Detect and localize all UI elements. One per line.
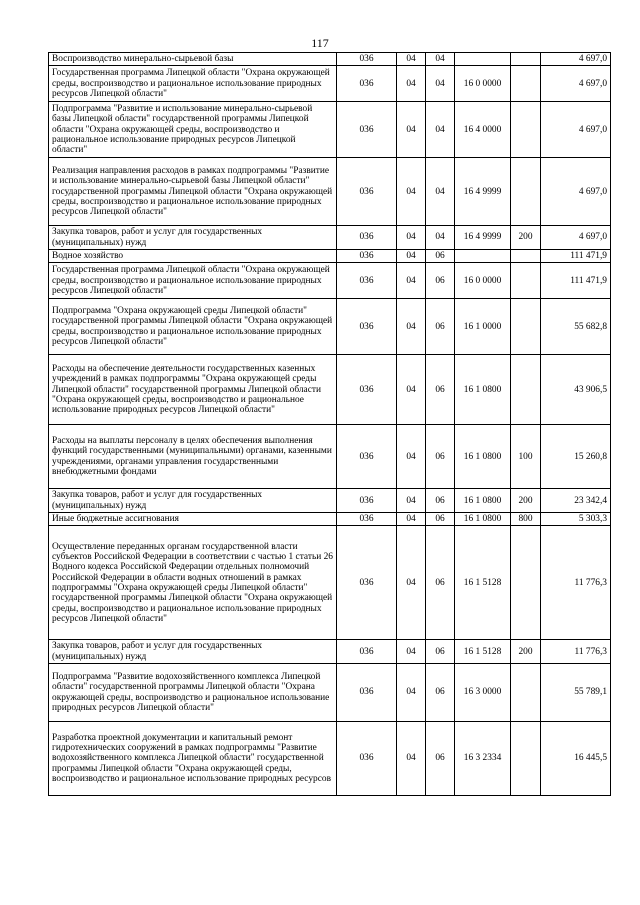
section-code-cell: 04: [397, 640, 426, 664]
grbs-code-cell: 036: [337, 355, 397, 425]
subsection-code-cell: 04: [426, 226, 455, 250]
subsection-code-cell: 06: [426, 489, 455, 513]
amount-cell: 111 471,9: [541, 263, 611, 299]
target-article-code-cell: 16 3 0000: [455, 664, 511, 722]
amount-cell: 55 682,8: [541, 299, 611, 355]
expense-name-cell: Разработка проектной документации и капитальный ремонт гидротехнических сооружений в рамках подпрограммы "Развитие водохозяйственного комплекса Липецкой области" государственной программы Липецкой области "Охрана окружающей среды, воспроизводство и рациональное использование природных ресурсов: [49, 722, 337, 796]
subsection-code-cell: 06: [426, 249, 455, 262]
amount-cell: 4 697,0: [541, 66, 611, 102]
grbs-code-cell: 036: [337, 722, 397, 796]
grbs-code-cell: 036: [337, 299, 397, 355]
section-code-cell: 04: [397, 664, 426, 722]
subsection-code-cell: 04: [426, 53, 455, 66]
expense-type-code-cell: [511, 53, 541, 66]
grbs-code-cell: 036: [337, 513, 397, 526]
expense-name-cell: Подпрограмма "Развитие водохозяйственного комплекса Липецкой области" государственной программы Липецкой области "Охрана окружающей среды, воспроизводство и рациональное использование природных ресурсов Липецкой области": [49, 664, 337, 722]
section-code-cell: 04: [397, 425, 426, 489]
expense-name-cell: Государственная программа Липецкой области "Охрана окружающей среды, воспроизводство и рациональное использование природных ресурсов Липецкой области": [49, 66, 337, 102]
section-code-cell: 04: [397, 299, 426, 355]
expense-name-cell: Подпрограмма "Охрана окружающей среды Липецкой области" государственной программы Липецкой области "Охрана окружающей среды, воспроизводство и рациональное использование природных ресурсов Липецкой области": [49, 299, 337, 355]
table-row: [49, 526, 611, 640]
section-code-cell: 04: [397, 53, 426, 66]
amount-cell: 4 697,0: [541, 158, 611, 226]
grbs-code-cell: 036: [337, 226, 397, 250]
grbs-code-cell: 036: [337, 66, 397, 102]
target-article-code-cell: 16 4 9999: [455, 158, 511, 226]
target-article-code-cell: 16 0 0000: [455, 66, 511, 102]
budget-table: [48, 52, 611, 796]
expense-type-code-cell: 200: [511, 640, 541, 664]
expense-type-code-cell: [511, 526, 541, 640]
table-row: [49, 722, 611, 796]
amount-cell: 15 260,8: [541, 425, 611, 489]
grbs-code-cell: 036: [337, 249, 397, 262]
expense-type-code-cell: [511, 102, 541, 158]
grbs-code-cell: 036: [337, 263, 397, 299]
section-code-cell: 04: [397, 102, 426, 158]
grbs-code-cell: 036: [337, 102, 397, 158]
table-row: [49, 425, 611, 489]
section-code-cell: 04: [397, 489, 426, 513]
target-article-code-cell: [455, 53, 511, 66]
table-row: [49, 249, 611, 262]
subsection-code-cell: 06: [426, 526, 455, 640]
table-row: [49, 263, 611, 299]
target-article-code-cell: 16 1 5128: [455, 640, 511, 664]
subsection-code-cell: 06: [426, 425, 455, 489]
amount-cell: 43 906,5: [541, 355, 611, 425]
target-article-code-cell: 16 4 9999: [455, 226, 511, 250]
amount-cell: 4 697,0: [541, 102, 611, 158]
grbs-code-cell: 036: [337, 664, 397, 722]
grbs-code-cell: 036: [337, 158, 397, 226]
section-code-cell: 04: [397, 226, 426, 250]
target-article-code-cell: 16 0 0000: [455, 263, 511, 299]
grbs-code-cell: 036: [337, 53, 397, 66]
amount-cell: 4 697,0: [541, 226, 611, 250]
table-row: [49, 66, 611, 102]
expense-name-cell: Осуществление переданных органам государственной власти субъектов Российской Федерации в соответствии с частью 1 статьи 26 Водного кодекса Российской Федерации отдельных полномочий Российской Федерации в области водных отношений в рамках подпрограммы "Охрана окружающей среды Липецкой области" государственной программы Липецкой области "Охрана окружающей среды, воспроизводство и рациональное использование природных ресурсов Липецкой области": [49, 526, 337, 640]
subsection-code-cell: 06: [426, 355, 455, 425]
table-row: [49, 664, 611, 722]
subsection-code-cell: 06: [426, 640, 455, 664]
amount-cell: 11 776,3: [541, 526, 611, 640]
target-article-code-cell: 16 1 0800: [455, 489, 511, 513]
subsection-code-cell: 04: [426, 66, 455, 102]
table-row: [49, 158, 611, 226]
amount-cell: 23 342,4: [541, 489, 611, 513]
amount-cell: 11 776,3: [541, 640, 611, 664]
table-row: [49, 355, 611, 425]
table-row: [49, 513, 611, 526]
grbs-code-cell: 036: [337, 425, 397, 489]
section-code-cell: 04: [397, 263, 426, 299]
target-article-code-cell: 16 1 0800: [455, 355, 511, 425]
target-article-code-cell: 16 1 0800: [455, 425, 511, 489]
page-number: 117: [311, 36, 329, 50]
expense-name-cell: Закупка товаров, работ и услуг для государственных (муниципальных) нужд: [49, 226, 337, 250]
expense-name-cell: Иные бюджетные ассигнования: [49, 513, 337, 526]
subsection-code-cell: 04: [426, 158, 455, 226]
expense-name-cell: Водное хозяйство: [49, 249, 337, 262]
subsection-code-cell: 06: [426, 722, 455, 796]
subsection-code-cell: 06: [426, 263, 455, 299]
subsection-code-cell: 06: [426, 513, 455, 526]
expense-name-cell: Государственная программа Липецкой области "Охрана окружающей среды, воспроизводство и рациональное использование природных ресурсов Липецкой области": [49, 263, 337, 299]
expense-type-code-cell: [511, 66, 541, 102]
amount-cell: 4 697,0: [541, 53, 611, 66]
target-article-code-cell: 16 1 0800: [455, 513, 511, 526]
table-body: [49, 53, 611, 796]
target-article-code-cell: 16 1 5128: [455, 526, 511, 640]
expense-type-code-cell: [511, 249, 541, 262]
expense-type-code-cell: [511, 263, 541, 299]
expense-type-code-cell: 100: [511, 425, 541, 489]
expense-name-cell: Реализация направления расходов в рамках подпрограммы "Развитие и использование минерально-сырьевой базы Липецкой области" государственной программы Липецкой области "Охрана окружающей среды, воспроизводство и рациональное использование природных ресурсов Липецкой области": [49, 158, 337, 226]
expense-type-code-cell: [511, 664, 541, 722]
expense-type-code-cell: [511, 158, 541, 226]
grbs-code-cell: 036: [337, 489, 397, 513]
grbs-code-cell: 036: [337, 640, 397, 664]
target-article-code-cell: 16 1 0000: [455, 299, 511, 355]
amount-cell: 111 471,9: [541, 249, 611, 262]
section-code-cell: 04: [397, 513, 426, 526]
table-row: [49, 102, 611, 158]
target-article-code-cell: 16 3 2334: [455, 722, 511, 796]
expense-type-code-cell: 800: [511, 513, 541, 526]
expense-name-cell: Закупка товаров, работ и услуг для государственных (муниципальных) нужд: [49, 640, 337, 664]
section-code-cell: 04: [397, 722, 426, 796]
expense-name-cell: Закупка товаров, работ и услуг для государственных (муниципальных) нужд: [49, 489, 337, 513]
amount-cell: 55 789,1: [541, 664, 611, 722]
grbs-code-cell: 036: [337, 526, 397, 640]
subsection-code-cell: 04: [426, 102, 455, 158]
section-code-cell: 04: [397, 249, 426, 262]
expense-type-code-cell: [511, 299, 541, 355]
table-row: [49, 489, 611, 513]
target-article-code-cell: 16 4 0000: [455, 102, 511, 158]
expense-name-cell: Расходы на обеспечение деятельности государственных казенных учреждений в рамках подпрограммы "Охрана окружающей среды Липецкой области" государственной программы Липецкой области "Охрана окружающей среды, воспроизводство и рациональное использование природных ресурсов Липецкой области": [49, 355, 337, 425]
subsection-code-cell: 06: [426, 299, 455, 355]
section-code-cell: 04: [397, 355, 426, 425]
amount-cell: 16 445,5: [541, 722, 611, 796]
table-row: [49, 640, 611, 664]
expense-type-code-cell: [511, 355, 541, 425]
amount-cell: 5 303,3: [541, 513, 611, 526]
section-code-cell: 04: [397, 526, 426, 640]
section-code-cell: 04: [397, 66, 426, 102]
subsection-code-cell: 06: [426, 664, 455, 722]
section-code-cell: 04: [397, 158, 426, 226]
target-article-code-cell: [455, 249, 511, 262]
expense-name-cell: Подпрограмма "Развитие и использование минерально-сырьевой базы Липецкой области" государственной программы Липецкой области "Охрана окружающей среды, воспроизводство и рациональное использование природных ресурсов Липецкой области": [49, 102, 337, 158]
table-row: [49, 53, 611, 66]
table-row: [49, 299, 611, 355]
expense-name-cell: Воспроизводство минерально-сырьевой базы: [49, 53, 337, 66]
expense-name-cell: Расходы на выплаты персоналу в целях обеспечения выполнения функций государственными (муниципальными) органами, казенными учреждениями, органами управления государственными внебюджетными фондами: [49, 425, 337, 489]
expense-type-code-cell: [511, 722, 541, 796]
expense-type-code-cell: 200: [511, 226, 541, 250]
expense-type-code-cell: 200: [511, 489, 541, 513]
table-row: [49, 226, 611, 250]
